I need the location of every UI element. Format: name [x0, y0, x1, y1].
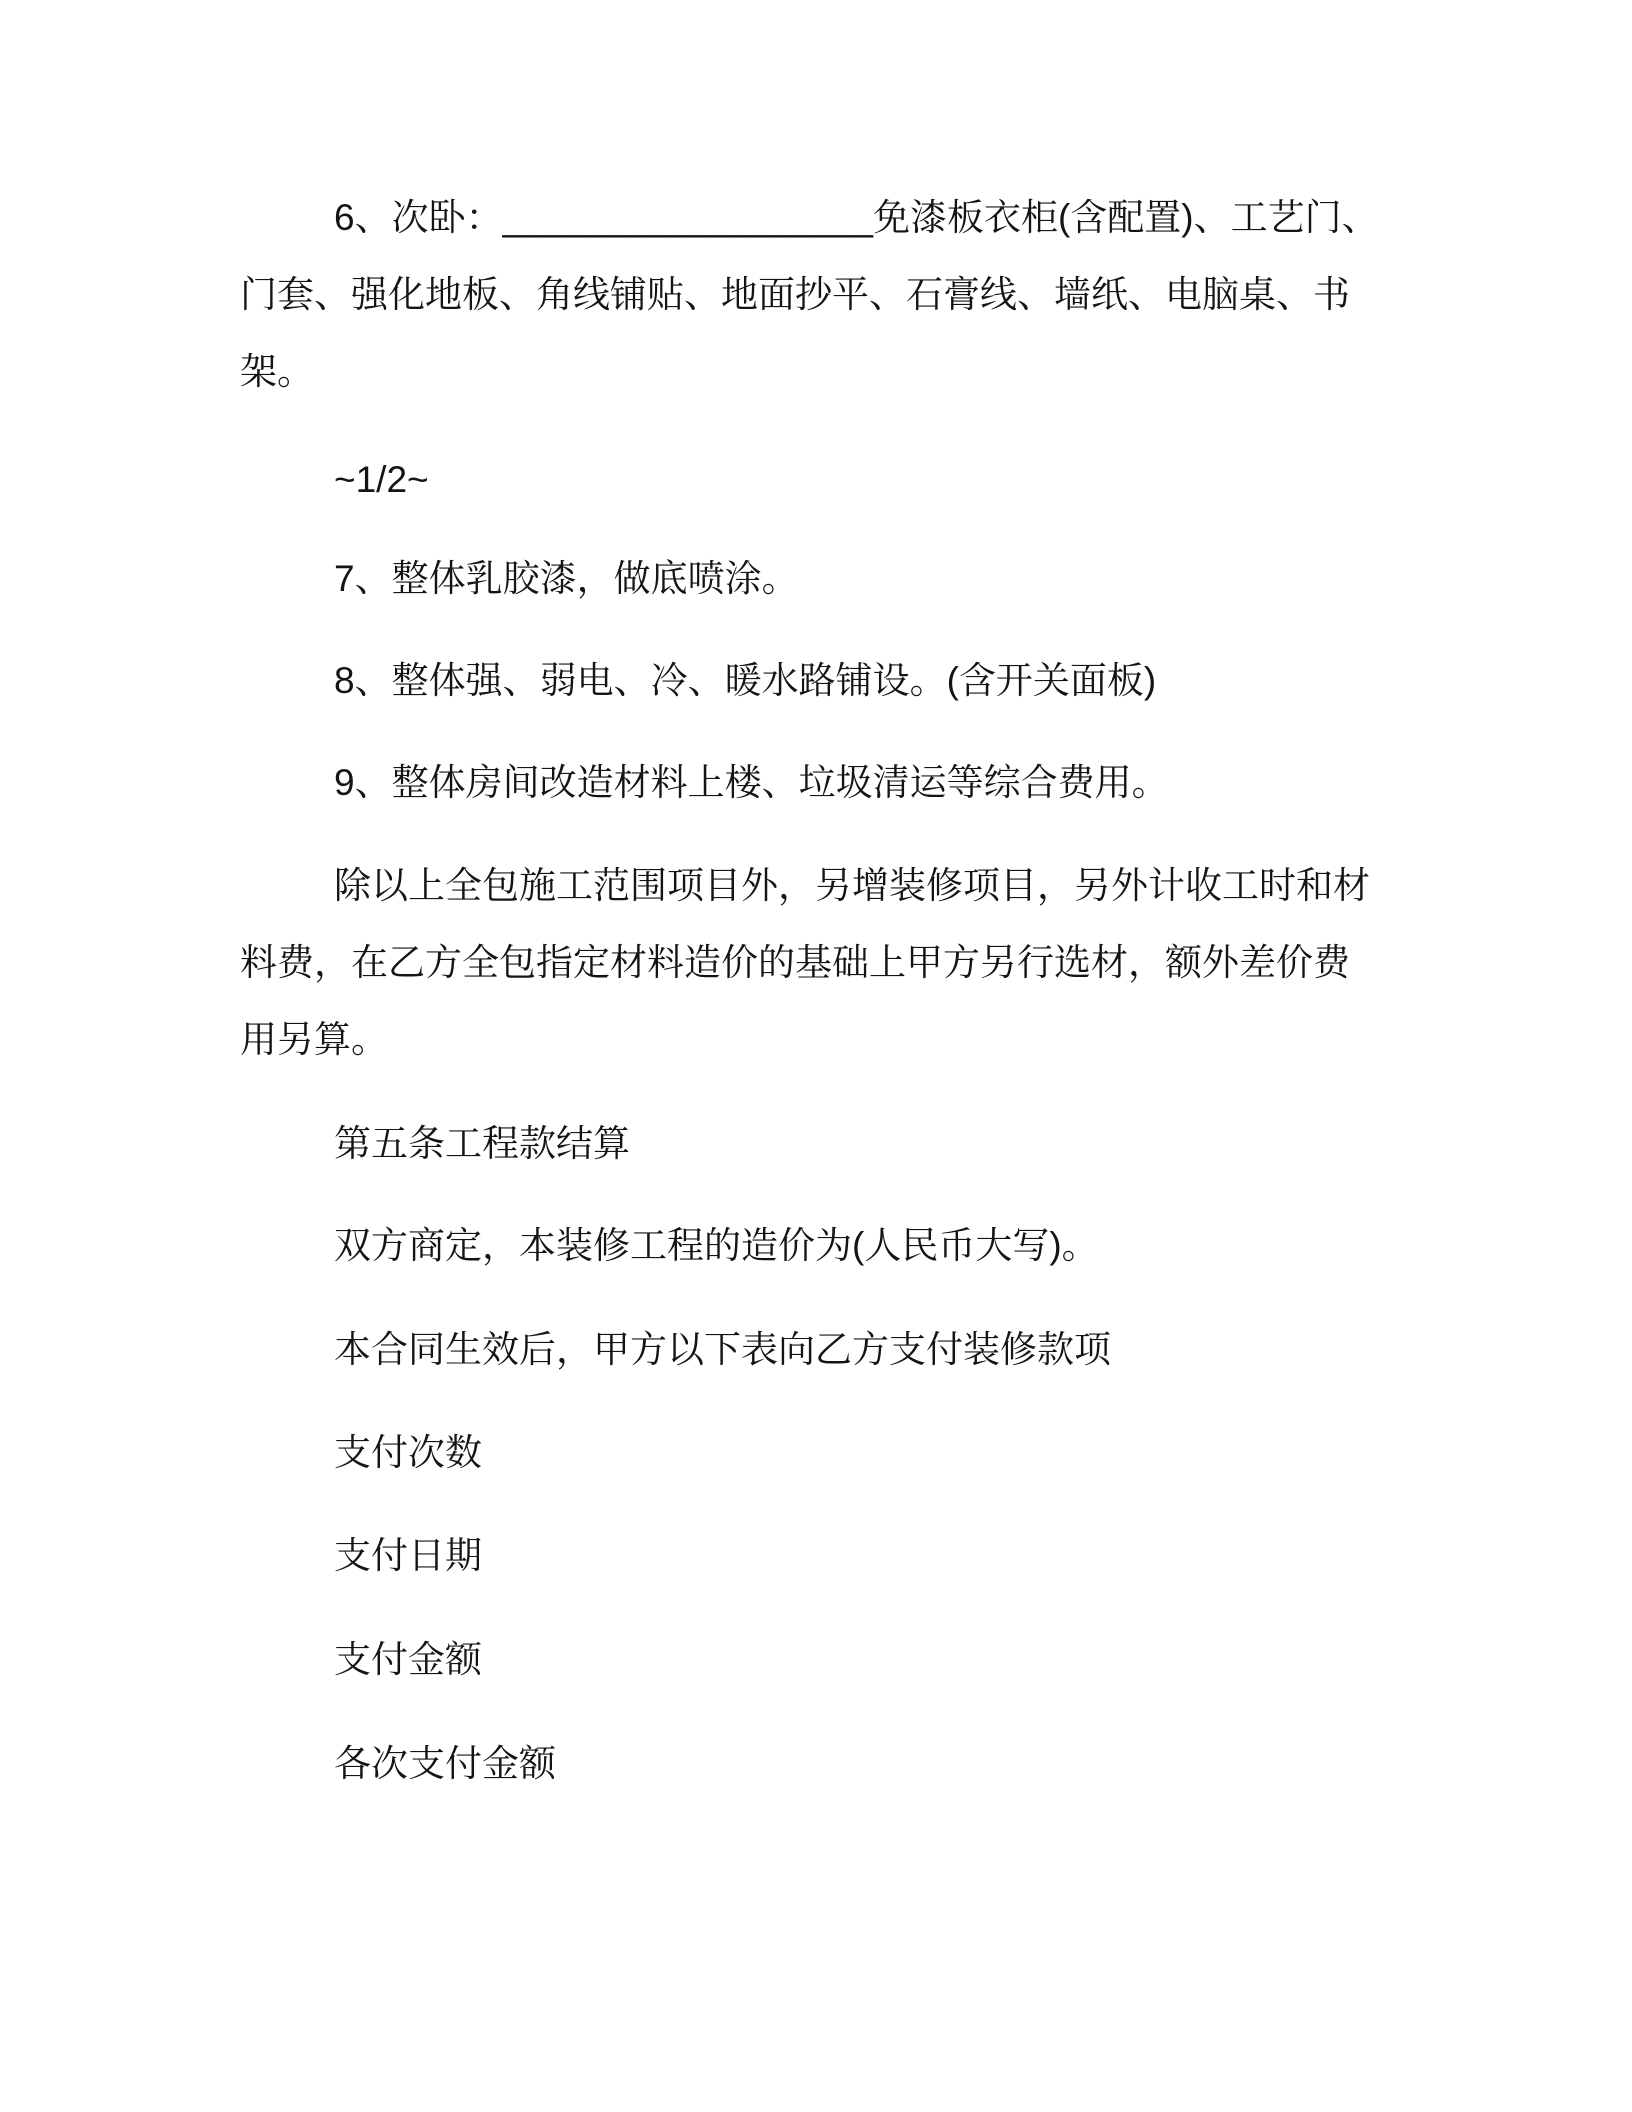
- item-7-latex-paint: [240, 540, 1400, 617]
- item-9-material-transport: [240, 744, 1400, 821]
- price-agreement-text: 双方商定，本装修工程的造价为(人民币大写)。: [334, 1225, 1099, 1266]
- payment-label-count: [240, 1414, 1400, 1491]
- item-6-line: 架。: [240, 351, 314, 392]
- item-9-text: 9、整体房间改造材料上楼、垃圾清运等综合费用。: [334, 762, 1169, 803]
- extra-items-line: 除以上全包施工范围项目外，另增装修项目，另外计收工时和材: [334, 865, 1370, 906]
- payment-label-each-amount: [240, 1725, 1400, 1802]
- section-5-heading: [240, 1105, 1400, 1182]
- payment-label-date: [240, 1517, 1400, 1594]
- item-6-line: 6、次卧：__________________免漆板衣柜(含配置)、工艺门、: [334, 197, 1379, 238]
- extra-items-line: 料费，在乙方全包指定材料造价的基础上甲方另行选材，额外差价费: [240, 942, 1350, 983]
- payment-label-text: 支付日期: [334, 1535, 482, 1576]
- item-6-line: 门套、强化地板、角线铺贴、地面抄平、石膏线、墙纸、电脑桌、书: [240, 274, 1350, 315]
- item-7-text: 7、整体乳胶漆，做底喷涂。: [334, 558, 799, 599]
- extra-items-line: 用另算。: [240, 1019, 388, 1060]
- extra-items-note: [240, 847, 1400, 1078]
- payment-label-text: 支付次数: [334, 1432, 482, 1473]
- item-6-second-bedroom: [240, 179, 1400, 410]
- page-number-marker: [240, 441, 1400, 518]
- section-5-heading-text: 第五条工程款结算: [334, 1123, 630, 1164]
- payment-label-text: 支付金额: [334, 1639, 482, 1680]
- payment-label-amount: [240, 1621, 1400, 1698]
- payment-intro: [240, 1311, 1400, 1388]
- item-8-electric-water: [240, 642, 1400, 719]
- item-8-text: 8、整体强、弱电、冷、暖水路铺设。(含开关面板): [334, 660, 1157, 701]
- page-number-text: ~1/2~: [334, 459, 429, 500]
- payment-label-text: 各次支付金额: [334, 1743, 556, 1784]
- payment-intro-text: 本合同生效后，甲方以下表向乙方支付装修款项: [334, 1329, 1111, 1370]
- price-agreement: [240, 1207, 1400, 1284]
